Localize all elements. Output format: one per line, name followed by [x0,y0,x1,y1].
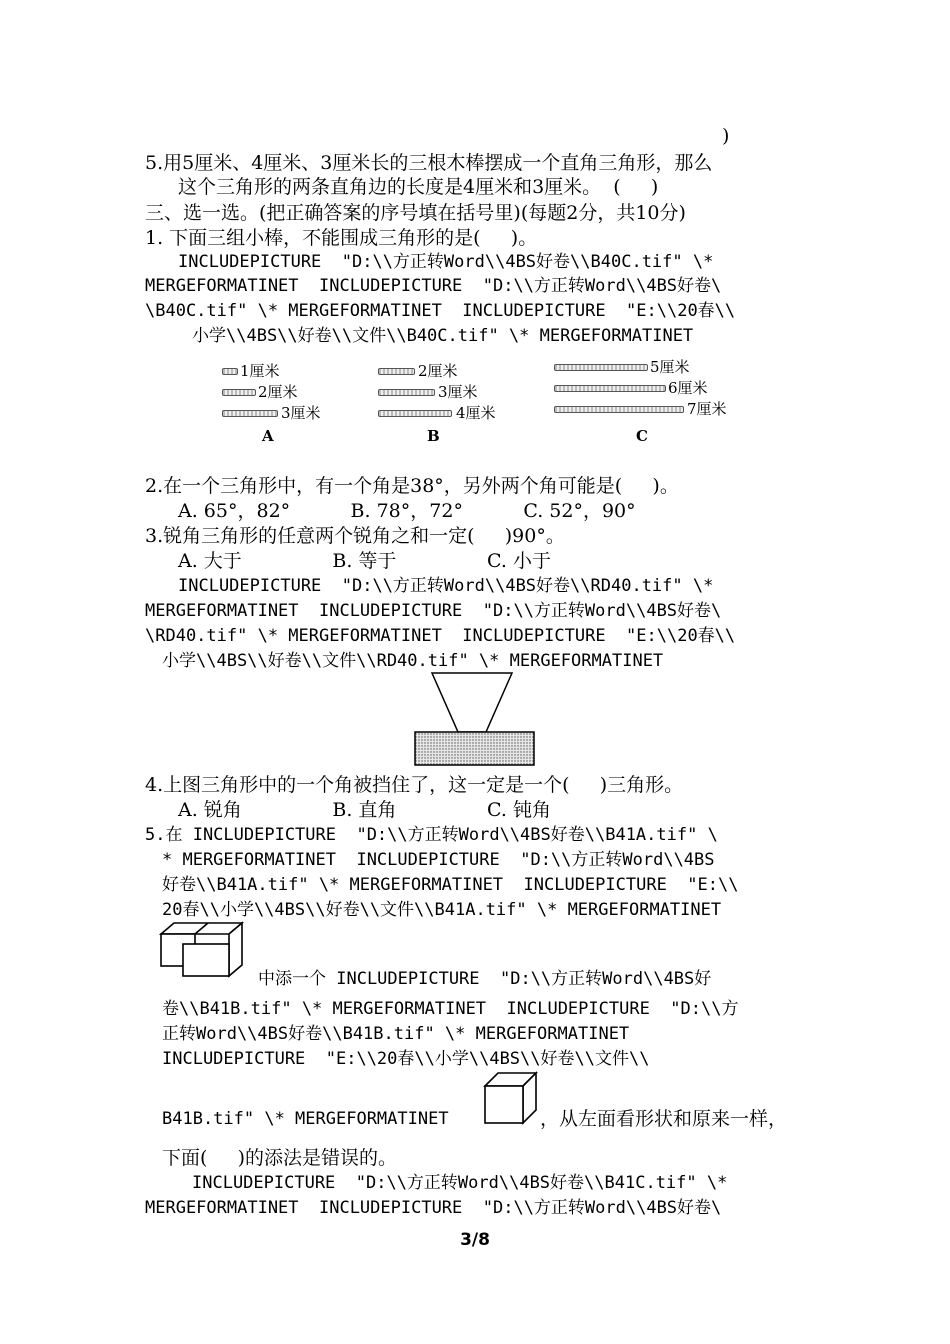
closing-paren: ) [722,125,730,147]
q1-stem: 1. 下面三组小棒，不能围成三角形的是( )。 [145,227,538,249]
stick-c1 [554,364,648,371]
field-code-line: MERGEFORMATINET INCLUDEPICTURE "D:\\方正转Word\\4BS好卷\ [145,1198,722,1218]
stick-a3 [222,410,278,417]
field-code-line: INCLUDEPICTURE "E:\\20春\\小学\\4BS\\好卷\\文件\\ [162,1049,650,1069]
field-code-line: 小学\\4BS\\好卷\\文件\\B40C.tif" \* MERGEFORMATINET [192,326,694,346]
q4-stem: 4.上图三角形中的一个角被挡住了，这一定是一个( )三角形。 [145,774,684,796]
stick-a1 [222,368,238,375]
cover-board [415,732,534,765]
field-code-line: 20春\\小学\\4BS\\好卷\\文件\\B41A.tif" \* MERGEFORMATINET [162,900,722,920]
q3-stem: 3.锐角三角形的任意两个锐角之和一定( )90°。 [145,525,565,547]
triangle-shape [432,673,512,732]
stick-b3 [378,410,452,417]
field-code-line: MERGEFORMATINET INCLUDEPICTURE "D:\\方正转Word\\4BS好卷\ [145,601,722,621]
field-code-line: \RD40.tif" \* MERGEFORMATINET INCLUDEPICTURE "E:\\20春\\ [145,626,736,646]
field-code-line: 小学\\4BS\\好卷\\文件\\RD40.tif" \* MERGEFORMATINET [162,651,664,671]
q4-options: A. 锐角 B. 直角 C. 钝角 [178,799,551,821]
q3-options: A. 大于 B. 等于 C. 小于 [178,550,551,572]
field-code-line: 卷\\B41B.tif" \* MERGEFORMATINET INCLUDEPICTURE "D:\\方 [162,999,739,1019]
field-code-line: * MERGEFORMATINET INCLUDEPICTURE "D:\\方正转Word\\4BS [162,850,715,870]
group-label-a: A [262,427,274,445]
q2-options: A. 65°，82° B. 78°，72° C. 52°，90° [178,500,636,522]
q5-stem-line1: 5.在 INCLUDEPICTURE "D:\\方正转Word\\4BS好卷\\B41A.tif" \ [145,825,718,845]
field-code-line: INCLUDEPICTURE "D:\\方正转Word\\4BS好卷\\RD40.tif" \* [178,576,714,596]
stick-label: 1厘米 [240,362,280,380]
stick-label: 6厘米 [668,379,708,397]
stick-b1 [378,368,415,375]
stick-label: 2厘米 [418,362,458,380]
field-code-line: INCLUDEPICTURE "D:\\方正转Word\\4BS好卷\\B40C.tif" \* [178,252,714,272]
group-label-c: C [636,427,648,445]
q5-stem-cont: ，从左面看形状和原来一样， [540,1108,788,1130]
stick-c2 [554,385,666,392]
stick-label: 4厘米 [456,404,496,422]
q5-stem-end: 下面( )的添法是错误的。 [162,1147,398,1169]
stick-a2 [222,389,256,396]
field-code-line: 中添一个 INCLUDEPICTURE "D:\\方正转Word\\4BS好 [258,969,712,989]
group-label-b: B [427,427,440,445]
hidden-triangle-figure [400,670,550,770]
field-code-line: INCLUDEPICTURE "D:\\方正转Word\\4BS好卷\\B41C.tif" \* [192,1173,728,1193]
single-cube-figure [482,1070,540,1126]
stick-c3 [554,406,684,413]
field-code-line: 好卷\\B41A.tif" \* MERGEFORMATINET INCLUDEPICTURE "E:\\ [162,875,739,895]
field-code-line: 正转Word\\4BS好卷\\B41B.tif" \* MERGEFORMATINET [162,1024,630,1044]
q5-judge-line1: 5.用5厘米、4厘米、3厘米长的三根木棒摆成一个直角三角形，那么 [145,152,713,174]
stick-label: 3厘米 [438,383,478,401]
stick-label: 5厘米 [650,358,690,376]
field-code-line: \B40C.tif" \* MERGEFORMATINET INCLUDEPICTURE "E:\\20春\\ [145,301,736,321]
stick-label: 7厘米 [687,400,727,418]
section-three-heading: 三、选一选。(把正确答案的序号填在括号里)(每题2分，共10分) [145,202,686,224]
two-cubes-figure [158,920,248,980]
stick-label: 2厘米 [258,383,298,401]
field-code-line: MERGEFORMATINET INCLUDEPICTURE "D:\\方正转Word\\4BS好卷\ [145,276,722,296]
q2-stem: 2.在一个三角形中，有一个角是38°，另外两个角可能是( )。 [145,475,679,497]
stick-b2 [378,389,435,396]
stick-label: 3厘米 [281,404,321,422]
field-code-line: B41B.tif" \* MERGEFORMATINET [162,1109,449,1129]
page-number: 3/8 [460,1230,490,1250]
q5-judge-line2: 这个三角形的两条直角边的长度是4厘米和3厘米。 ( ) [178,176,659,198]
